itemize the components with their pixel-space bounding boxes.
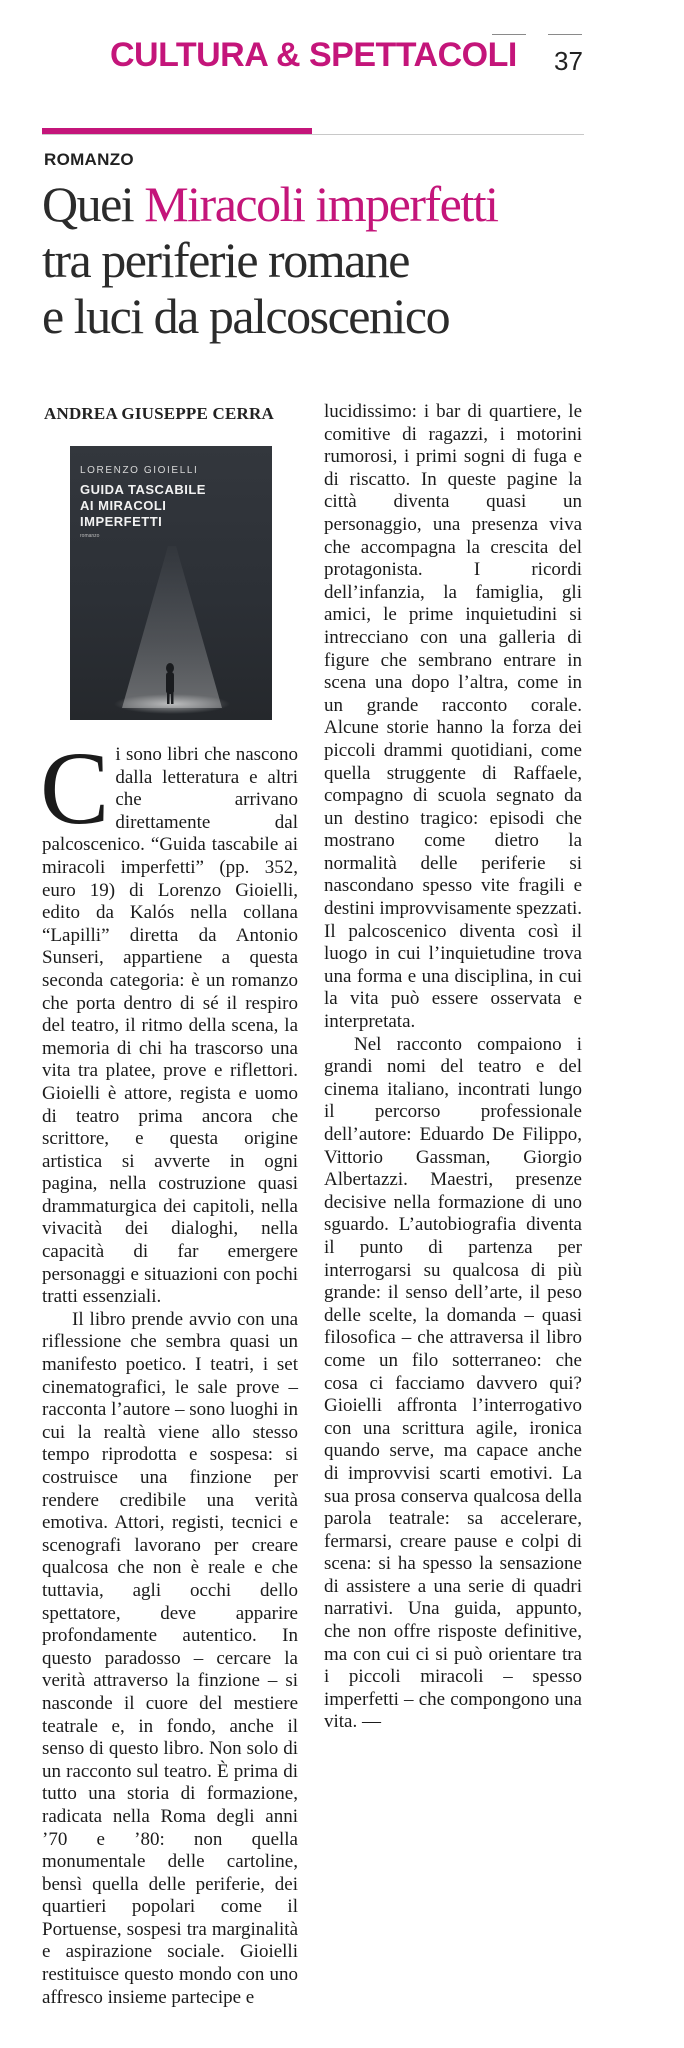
paragraph-text: i sono libri che nascono dalla letteratura e altri che arrivano direttamente dal palcoscenico. “Guida tascabile ai miracoli imperfetti” (pp. 352, euro 19) di Lorenzo Gioielli, edito da Kalós nella collana “Lapilli” diretta da Antonio Sunseri, appartiene a questa seconda categoria: è un romanzo che porta dentro di sé il respiro del teatro, il ritmo della scena, la memoria di chi ha trascorso una vita tra platee, prove e riflettori. Gioielli è attore, regista e uomo di teatro prima ancora che scrittore, e questa origine artistica si avverte in ogni pagina, nella costruzione quasi drammaturgica dei capitoli, nella vivacità dei dialoghi, nella capacità di far emergere personaggi e situazioni con pochi tratti essenziali. bbox=[42, 744, 298, 1308]
book-title bbox=[80, 482, 260, 530]
book-title-line-1: GUIDA TASCABILE bbox=[80, 482, 206, 497]
header-rule-left bbox=[492, 34, 526, 35]
paragraph-text: lucidissimo: i bar di quartiere, le comitive di ragazzi, i motorini rumorosi, i primi sogni di fuga e di riscatto. In queste pagine la città diventa quasi un personaggio, una presenza viva che accompagna la crescita del protagonista. I ricordi dell’infanzia, la famiglia, gli amici, le prime inquietudini si intrecciano con una galleria di figure che sembrano entrare in scena una dopo l’altra, come in un grande racconto corale. Alcune storie hanno la forza dei piccoli drammi quotidiani, come quella struggente di Raffaele, compagno di scuola segnato da un destino tragico: episodi che mostrano come dietro la normalità delle periferie si nascondano spesso vite fragili e destini improvvisamente spezzati. Il palcoscenico diventa così il luogo in cui l’inquietudine trova una forma e una disciplina, in cui la vita può essere osservata e interpretata. bbox=[324, 401, 583, 1033]
headline-highlight: Miracoli imperfetti bbox=[144, 176, 498, 232]
book-cover-image bbox=[70, 446, 272, 720]
article-paragraph bbox=[40, 731, 298, 1309]
header-rule-right bbox=[548, 34, 582, 35]
article-column-2 bbox=[324, 401, 582, 1734]
section-title: CULTURA & SPETTACOLI bbox=[110, 36, 517, 74]
article-paragraph bbox=[324, 1034, 582, 1734]
book-subtitle: romanzo bbox=[80, 533, 100, 539]
drop-cap: C bbox=[40, 731, 110, 846]
headline-text: Quei bbox=[42, 176, 145, 232]
article-kicker: ROMANZO bbox=[44, 150, 134, 169]
headline-line-3: e luci da palcoscenico bbox=[42, 288, 450, 344]
headline-line-2: tra periferie romane bbox=[42, 232, 409, 288]
page-number: 37 bbox=[554, 46, 583, 76]
paragraph-text: Il libro prende avvio con una riflessione che sembra quasi un manifesto poetico. I teatri, i set cinematografici, le sale prove – racconta l’autore – sono luoghi in cui la realtà viene allo stesso tempo riprodotta e sospesa: si costruisce una finzione per rendere credibile una verità emotiva. Attori, registi, tecnici e scenografi lavorano per creare qualcosa che non è reale e che tuttavia, agli occhi dello spettatore, deve apparire profondamente autentico. In questo paradosso – cercare la verità attraverso la finzione – si nasconde il cuore del mestiere teatrale e, in fondo, anche il senso di questo libro. Non solo di un racconto sul teatro. È prima di tutto una storia di formazione, radicata nella Roma degli anni ’70 e ’80: non quella monumentale delle cartoline, bensì quella delle periferie, dei quartieri popolari come il Portuense, sospesi tra marginalità e aspirazione sociale. Gioielli restituisce questo mondo con uno affresco insieme partecipe e bbox=[42, 1308, 298, 2008]
book-title-line-2: AI MIRACOLI bbox=[80, 498, 167, 513]
article-paragraph bbox=[42, 1309, 298, 2009]
header-divider bbox=[42, 134, 584, 135]
book-title-line-3: IMPERFETTI bbox=[80, 514, 163, 529]
article-paragraph bbox=[324, 401, 582, 1034]
article-column-1 bbox=[40, 731, 298, 2009]
book-author: LORENZO GIOIELLI bbox=[80, 465, 199, 476]
article-byline: ANDREA GIUSEPPE CERRA bbox=[44, 404, 274, 423]
article-headline bbox=[42, 176, 642, 344]
paragraph-text: Nel racconto compaiono i grandi nomi del teatro e del cinema italiano, incontrati lungo il percorso professionale dell’autore: Eduardo De Filippo, Vittorio Gassman, Giorgio Albertazzi. Maestri, presenze decisive nella formazione di uno sguardo. L’autobiografia diventa il punto di partenza per interrogarsi su qualcosa di più grande: il senso dell’arte, il peso delle scelte, la domanda – quasi filosofica – che attraversa il libro come un filo sotterraneo: che cosa ci facciamo davvero qui? Gioielli affronta l’interrogativo con una scrittura agile, ironica quando serve, ma capace anche di improvvisi scarti emotivi. La sua prosa conserva qualcosa della parola teatrale: sa accelerare, fermarsi, creare pause e colpi di scena: si ha spesso la sensazione di assistere a una serie di quadri narrativi. Una guida, appunto, che non offre risposte definitive, ma con cui ci si può orientare tra i piccoli miracoli – spesso imperfetti – che compongono una vita. — bbox=[324, 1033, 582, 1733]
